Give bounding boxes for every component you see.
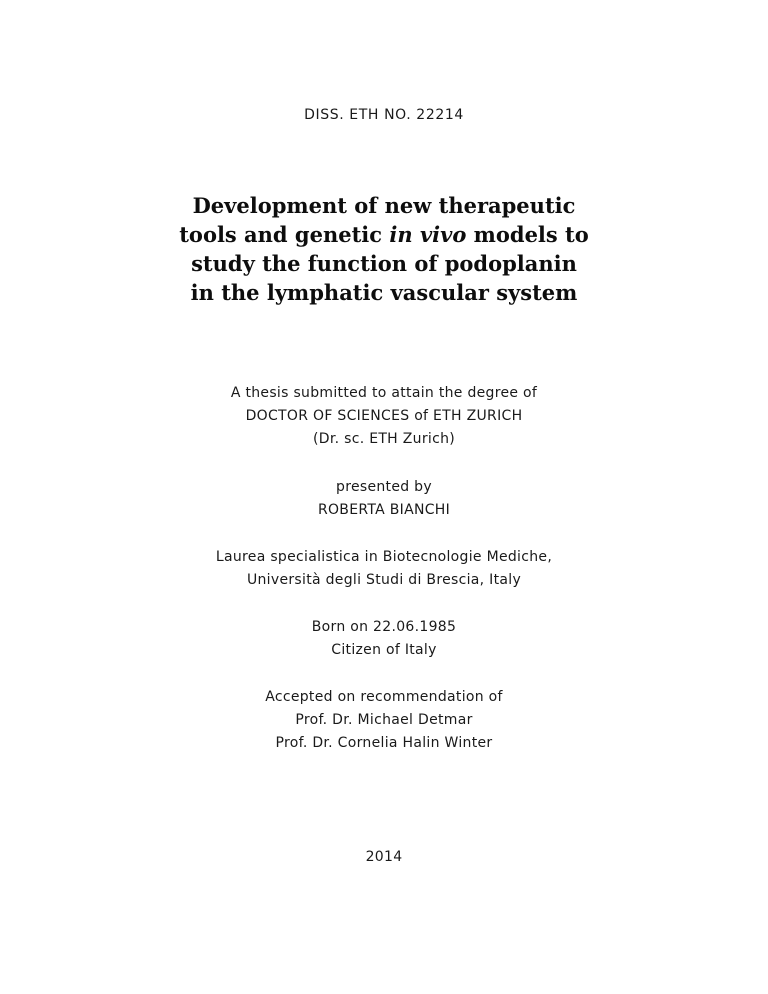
recommendation-label: Accepted on recommendation of	[265, 689, 503, 705]
title-line-2-start: tools and genetic	[179, 222, 390, 247]
thesis-title	[0, 191, 768, 307]
title-line-3: study the function of podoplanin	[191, 251, 577, 276]
examiner-1: Prof. Dr. Michael Detmar	[295, 712, 473, 728]
degree-line-3: (Dr. sc. ETH Zurich)	[312, 431, 456, 447]
citizenship: Citizen of Italy	[331, 642, 437, 658]
birth-date: Born on 22.06.1985	[311, 619, 457, 635]
education-university: Università degli Studi di Brescia, Italy	[246, 572, 522, 588]
title-italic-in-vivo: in vivo	[389, 222, 467, 247]
degree-line-2: DOCTOR OF SCIENCES of ETH ZURICH	[245, 408, 523, 424]
presented-by-label: presented by	[336, 479, 432, 495]
degree-line-1: A thesis submitted to attain the degree of	[230, 385, 538, 401]
presenter-block	[0, 476, 768, 522]
degree-statement	[0, 382, 768, 451]
author-name: ROBERTA BIANCHI	[317, 502, 451, 518]
education-degree: Laurea specialistica in Biotecnologie Mediche,	[215, 549, 553, 565]
education-block	[0, 546, 768, 592]
publication-year: 2014	[365, 849, 403, 865]
title-line-2-end: models to	[466, 222, 589, 247]
personal-info-block	[0, 616, 768, 662]
title-line-2	[0, 220, 768, 249]
title-line-4: in the lymphatic vascular system	[190, 280, 578, 305]
recommendation-block	[0, 686, 768, 755]
title-line-1: Development of new therapeutic	[192, 193, 576, 218]
dissertation-number: DISS. ETH NO. 22214	[304, 107, 464, 123]
examiner-2: Prof. Dr. Cornelia Halin Winter	[275, 735, 493, 751]
